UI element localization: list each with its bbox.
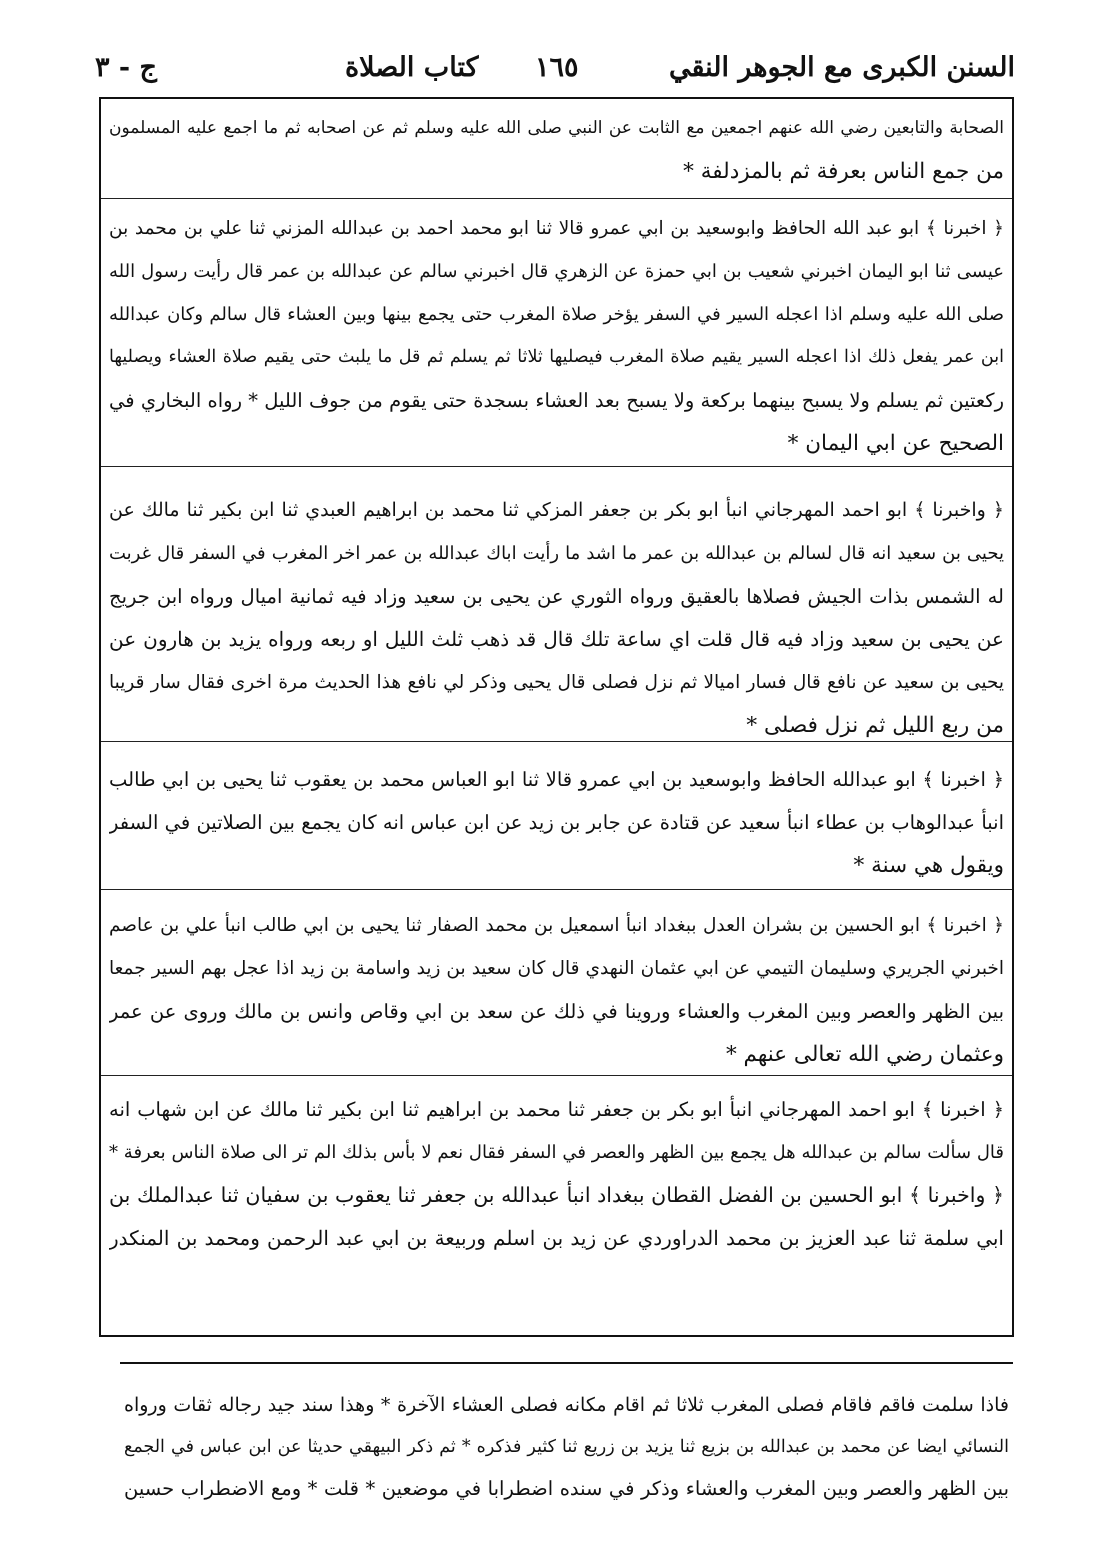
paragraph	[101, 199, 1012, 467]
text-line: ﴿ اخبرنا ﴾ ابو عبد الله الحافظ وابوسعيد بن ابي عمرو قالا ثنا ابو محمد احمد بن عبدالله المزني ثنا علي بن محمد بن	[109, 218, 1004, 239]
text-line: عن يحيى بن سعيد وزاد فيه قال قلت اي ساعة تلك قال قد ذهب ثلث الليل او ربعه ورواه يزيد بن هارون عن	[109, 627, 1004, 651]
footnote-line: فاذا سلمت فاقم فاقام فصلى المغرب ثلاثا ثم اقام مكانه فصلى العشاء الآخرة * وهذا سند جيد رجاله ثقات ورواه	[124, 1394, 1009, 1416]
text-line: ركعتين ثم يسلم ولا يسبح بينهما بركعة ولا يسبح بعد العشاء بسجدة حتى يقوم من جوف الليل * رواه البخاري في	[109, 389, 1004, 412]
text-line: من جمع الناس بعرفة ثم بالمزدلفة *	[683, 159, 1004, 184]
text-line: ﴿ واخبرنا ﴾ ابو احمد المهرجاني انبأ ابو بكر بن جعفر المزكي ثنا محمد بن ابراهيم العبدي ثنا ابن بكير ثنا مالك عن	[109, 499, 1004, 521]
footnote-line: النسائي ايضا عن محمد بن عبدالله بن بزيع ثنا يزيد بن زريع ثنا كثير فذكره * ثم ذكر البيهقي حديثا عن ابن عباس في الجمع	[124, 1437, 1009, 1457]
text-line: انبأ عبدالوهاب بن عطاء انبأ سعيد عن قتادة عن جابر بن زيد عن ابن عباس انه كان يجمع بين الصلاتين في السفر	[109, 811, 1004, 834]
text-line: اخبرني الجريري وسليمان التيمي عن ابي عثمان النهدي قال كان سعيد بن زيد واسامة بن زيد اذا عجل بهم السير جمعا	[109, 958, 1004, 979]
text-line: ويقول هي سنة *	[853, 853, 1004, 878]
text-line: يحيى بن سعيد انه قال لسالم بن عبدالله بن عمر ما اشد ما رأيت اباك عبدالله بن عمر اخر المغرب في السفر قال غربت	[109, 543, 1004, 564]
paragraph	[101, 1076, 1012, 1306]
text-line: الصحيح عن ابي اليمان *	[787, 431, 1004, 456]
text-line: من ربع الليل ثم نزل فصلى *	[746, 713, 1004, 738]
page-number: ١٦٥	[535, 52, 579, 83]
text-line: ﴿ اخبرنا ﴾ ابو عبدالله الحافظ وابوسعيد بن ابي عمرو قالا ثنا ابو العباس محمد بن يعقوب ثنا يحيى بن ابي طالب	[109, 768, 1004, 791]
footnotes	[120, 1362, 1013, 1534]
text-line: قال سألت سالم بن عبدالله هل يجمع بين الظهر والعصر في السفر فقال نعم لا بأس بذلك الم تر الى صلاة الناس بعرفة *	[109, 1142, 1004, 1163]
text-line: ﴿ اخبرنا ﴾ ابو احمد المهرجاني انبأ ابو بكر بن جعفر ثنا محمد بن ابراهيم ثنا ابن بكير ثنا مالك عن ابن شهاب انه	[109, 1098, 1004, 1121]
paragraph	[101, 107, 1012, 199]
page-header	[95, 38, 1015, 98]
text-line: ابن عمر يفعل ذلك اذا اعجله السير يقيم صلاة المغرب فيصليها ثلاثا ثم يسلم ثم قل ما يلبث حتى يقيم صلاة العشاء ويصليها	[109, 347, 1004, 367]
text-line: ﴿ اخبرنا ﴾ ابو الحسين بن بشران العدل ببغداد انبأ اسمعيل بن محمد الصفار ثنا يحيى بن ابي طالب انبأ علي بن عاصم	[109, 915, 1004, 936]
chapter-title: كتاب الصلاة	[345, 52, 479, 83]
footnote-line: بين الظهر والعصر وبين المغرب والعشاء وذكر في سنده اضطرابا في موضعين * قلت * ومع الاضطراب حسين	[124, 1477, 1009, 1500]
text-line: صلى الله عليه وسلم اذا اعجله السير في السفر يؤخر صلاة المغرب حتى يجمع بينها وبين العشاء قال سالم وكان عبدالله	[109, 304, 1004, 325]
paragraph	[101, 467, 1012, 742]
text-line: عيسى ثنا ابو اليمان اخبرني شعيب بن ابي حمزة عن الزهري قال اخبرني سالم عن عبدالله بن عمر قال رأيت رسول الله	[109, 261, 1004, 282]
text-line: ﴿ واخبرنا ﴾ ابو الحسين بن الفضل القطان ببغداد انبأ عبدالله بن جعفر ثنا يعقوب بن سفيان ثنا عبدالملك بن	[109, 1183, 1004, 1207]
book-title: السنن الكبرى مع الجوهر النقي	[668, 52, 1015, 83]
text-line: بين الظهر والعصر وبين المغرب والعشاء وروينا في ذلك عن سعد بن ابي وقاص وانس بن مالك وروى عن عمر	[109, 1000, 1004, 1023]
text-line: الصحابة والتابعين رضي الله عنهم اجمعين مع الثابت عن النبي صلى الله عليه وسلم ثم عن اصحابه ثم ما اجمع عليه المسلمون	[109, 118, 1004, 138]
paragraph	[101, 742, 1012, 890]
volume-number: ج - ٣	[95, 52, 157, 83]
text-line: له الشمس بذات الجيش فصلاها بالعقيق ورواه الثوري عن يحيى بن سعيد وزاد فيه ثمانية اميال ورواه ابن جريج	[109, 585, 1004, 608]
text-line: ابي سلمة ثنا عبد العزيز بن محمد الدراوردي عن زيد بن اسلم وربيعة بن ابي عبد الرحمن ومحمد بن المنكدر	[109, 1226, 1004, 1250]
paragraph	[101, 890, 1012, 1076]
text-line: يحيى بن سعيد عن نافع قال فسار اميالا ثم نزل فصلى قال يحيى وذكر لي نافع هذا الحديث مرة اخرى فقال سار قريبا	[109, 672, 1004, 693]
main-text-box	[99, 97, 1014, 1337]
text-line: وعثمان رضي الله تعالى عنهم *	[725, 1042, 1004, 1067]
